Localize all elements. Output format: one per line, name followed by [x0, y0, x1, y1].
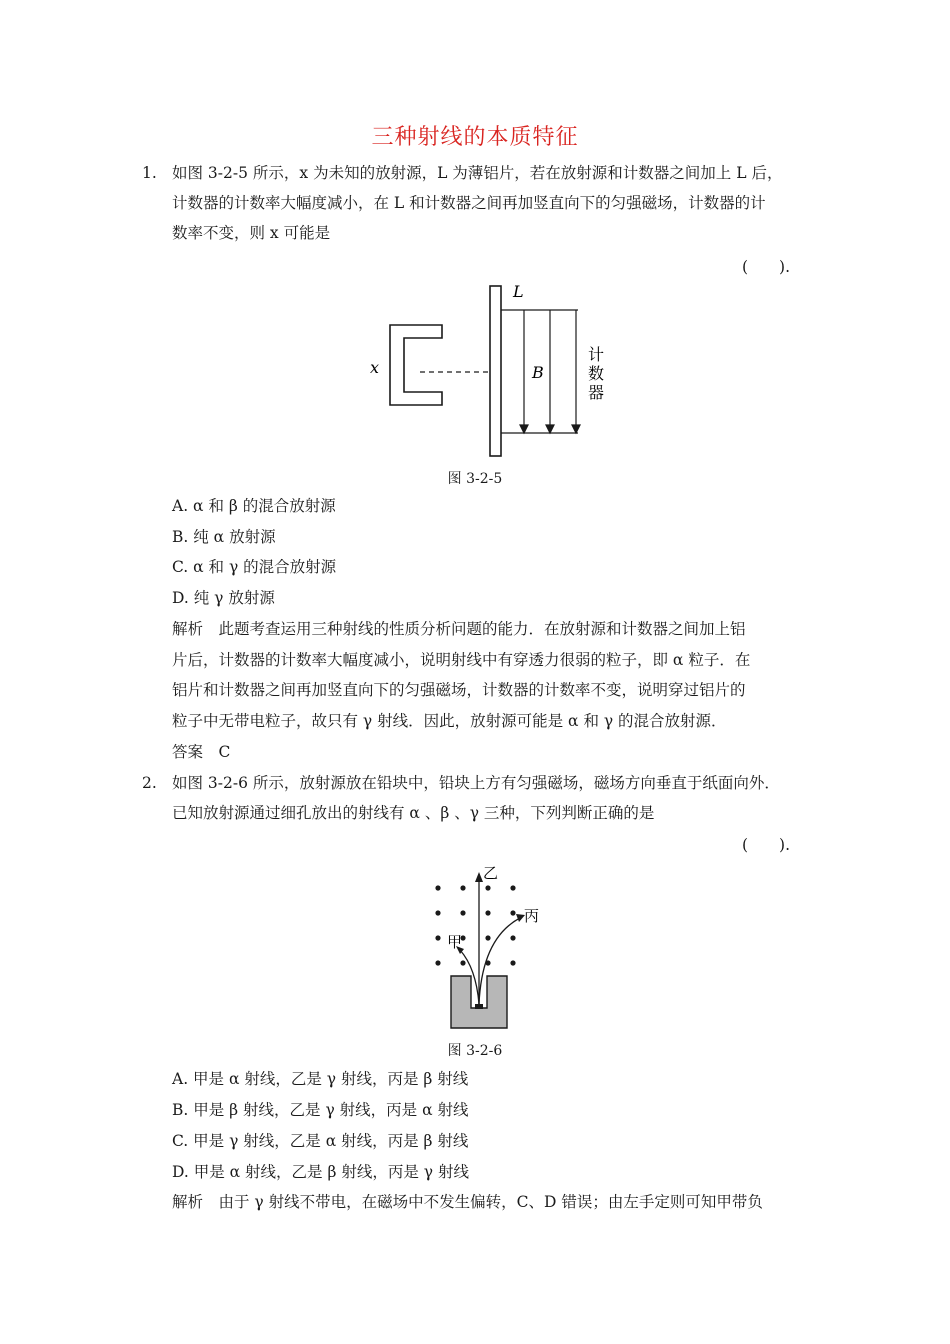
- q2-option-c: C. 甲是 γ 射线，乙是 α 射线，丙是 β 射线: [172, 1132, 469, 1150]
- q2-text-line-1: 如图 3-2-6 所示，放射源放在铅块中，铅块上方有匀强磁场，磁场方向垂直于纸面向外．: [172, 774, 780, 792]
- q2-analysis-line-1: 解析 由于 γ 射线不带电，在磁场中不发生偏转，C、D 错误；由左手定则可知甲带负: [172, 1193, 763, 1211]
- label-yi: 乙: [483, 864, 499, 882]
- q2-text-line-2: 已知放射源通过细孔放出的射线有 α 、β 、γ 三种，下列判断正确的是: [172, 804, 655, 822]
- q1-analysis-line-2: 片后，计数器的计数率大幅度减小，说明射线中有穿透力很弱的粒子，即 α 粒子．在: [172, 651, 751, 669]
- q2-option-b: B. 甲是 β 射线，乙是 γ 射线，丙是 α 射线: [172, 1101, 469, 1119]
- magnetic-field-lines: [520, 310, 580, 433]
- ray-yi-arrow: [475, 872, 483, 882]
- q1-analysis-line-1: 解析 此题考查运用三种射线的性质分析问题的能力．在放射源和计数器之间加上铝: [172, 620, 746, 638]
- q2-number: 2.: [142, 774, 157, 792]
- q1-analysis-line-4: 粒子中无带电粒子，故只有 γ 射线．因此，放射源可能是 α 和 γ 的混合放射源．: [172, 712, 727, 730]
- figure-3-2-6-caption: 图 3-2-6: [447, 1043, 503, 1059]
- q2-option-a: A. 甲是 α 射线，乙是 γ 射线，丙是 β 射线: [172, 1070, 469, 1088]
- q2-option-d: D. 甲是 α 射线，乙是 β 射线，丙是 γ 射线: [172, 1163, 469, 1181]
- q2-answer-blank: ( ).: [742, 836, 791, 854]
- label-x: x: [370, 358, 380, 377]
- label-jia: 甲: [447, 933, 463, 951]
- label-B: B: [532, 363, 544, 382]
- q1-option-b: B. 纯 α 放射源: [172, 528, 276, 546]
- label-bing: 丙: [524, 907, 540, 925]
- q1-option-a: A. α 和 β 的混合放射源: [172, 497, 336, 515]
- q1-text-line-3: 数率不变，则 x 可能是: [172, 224, 331, 242]
- counter-char-2: 数: [588, 364, 605, 383]
- aluminum-plate: [490, 286, 501, 456]
- q1-option-c: C. α 和 γ 的混合放射源: [172, 558, 337, 576]
- figure-3-2-6: [420, 858, 560, 1033]
- q1-text-line-2: 计数器的计数率大幅度减小，在 L 和计数器之间再加竖直向下的匀强磁场，计数器的计: [172, 194, 766, 212]
- label-L: L: [513, 282, 524, 301]
- source-container: [390, 325, 442, 405]
- q1-number: 1.: [142, 164, 157, 182]
- counter-char-3: 器: [588, 383, 605, 402]
- figure-3-2-5-caption: 图 3-2-5: [447, 471, 503, 487]
- page-title: 三种射线的本质特征: [371, 125, 579, 150]
- figure-3-2-5: [360, 280, 630, 460]
- q1-analysis-line-3: 铝片和计数器之间再加竖直向下的匀强磁场，计数器的计数率不变，说明穿过铝片的: [172, 681, 746, 699]
- radiation-source: [475, 1004, 483, 1009]
- q1-option-d: D. 纯 γ 放射源: [172, 589, 275, 607]
- q1-answer-blank: ( ).: [742, 258, 791, 276]
- q1-text-line-1: 如图 3-2-5 所示，x 为未知的放射源，L 为薄铝片，若在放射源和计数器之间加上 L 后，: [172, 164, 783, 182]
- magnetic-field-dots: [435, 885, 515, 965]
- counter-char-1: 计: [588, 345, 605, 364]
- q1-answer: 答案 C: [172, 743, 231, 761]
